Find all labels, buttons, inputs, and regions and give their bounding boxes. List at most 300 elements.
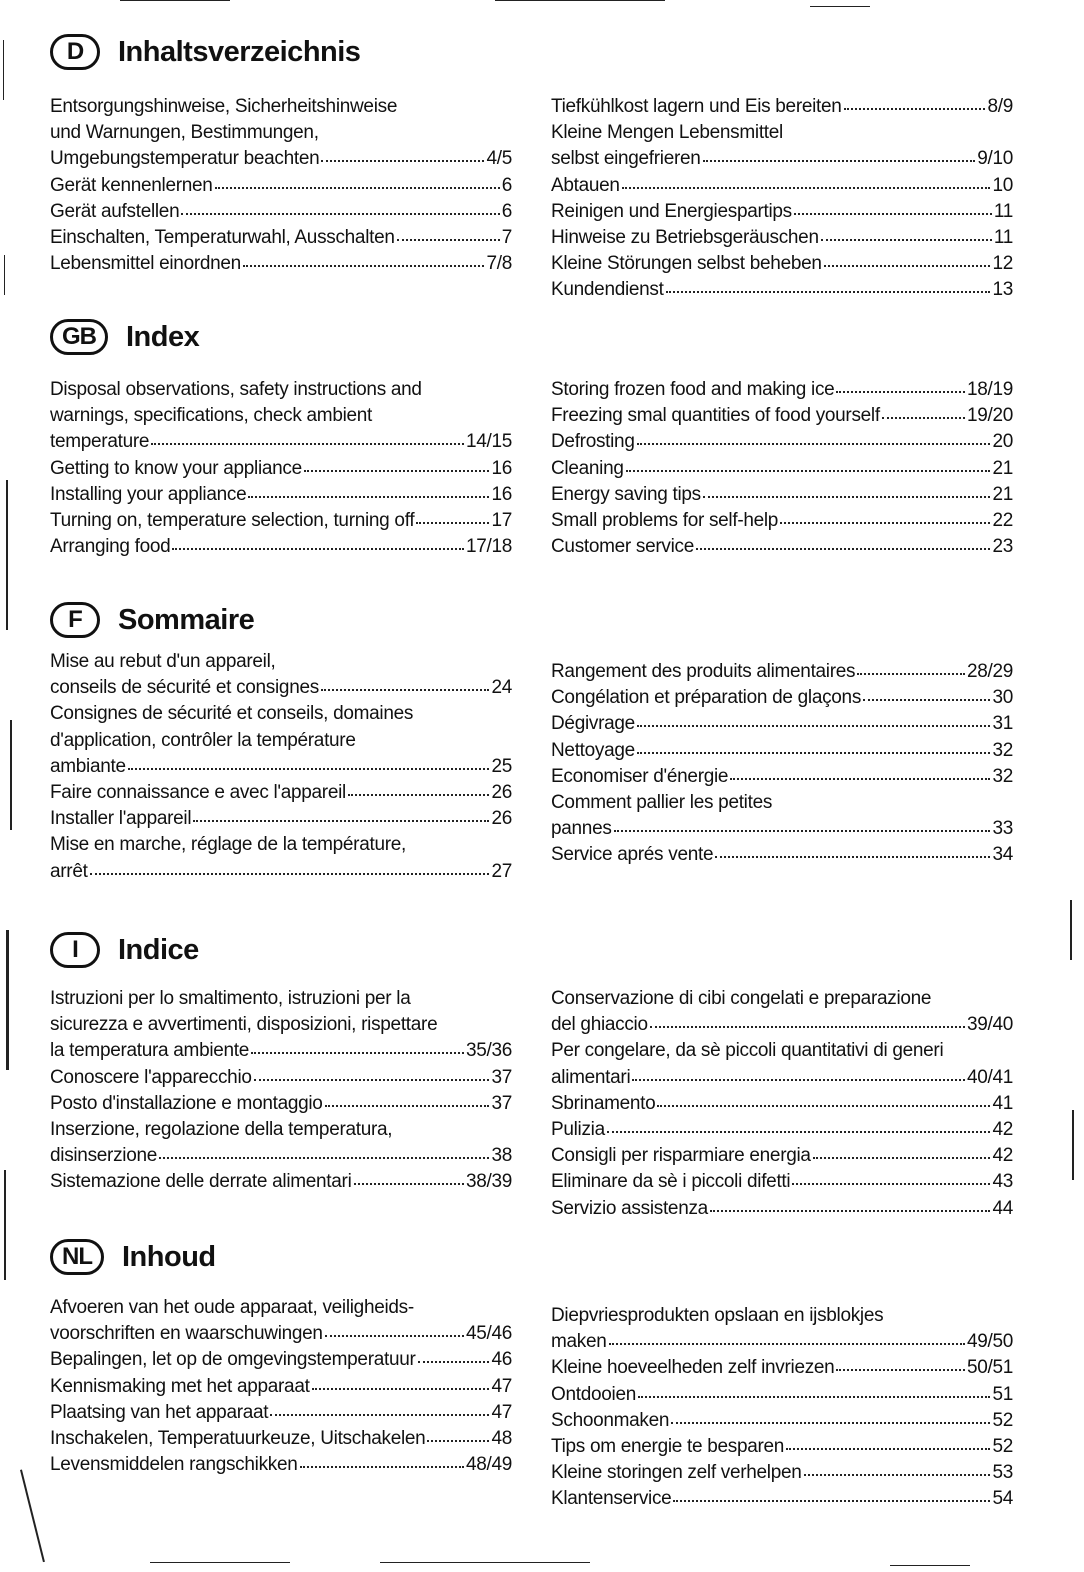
section-header	[50, 315, 199, 359]
toc-page-number: 17/18	[465, 536, 512, 558]
toc-entry-line	[50, 1347, 512, 1373]
toc-entry-line	[551, 94, 1013, 120]
scan-mark	[120, 0, 230, 1]
toc-entry-title: Umgebungstemperatur beachten	[50, 148, 320, 170]
toc-page-number: 34	[992, 844, 1013, 866]
toc-entry[interactable]	[50, 1452, 512, 1478]
toc-entry[interactable]	[50, 251, 512, 277]
toc-entry[interactable]	[551, 120, 1013, 172]
toc-entry[interactable]	[50, 986, 512, 1065]
scan-mark	[3, 40, 4, 100]
toc-entry-line	[50, 199, 512, 225]
toc-entry[interactable]	[551, 1434, 1013, 1460]
toc-entry[interactable]	[551, 251, 1013, 277]
toc-entry[interactable]	[551, 1038, 1013, 1090]
toc-entry-title: Schoonmaken	[551, 1409, 670, 1431]
toc-page-number: 21	[992, 457, 1013, 479]
toc-entry[interactable]	[50, 534, 512, 560]
toc-entry[interactable]	[551, 790, 1013, 842]
dot-leader	[671, 1408, 990, 1424]
toc-entry-title: Arranging food	[50, 536, 171, 558]
toc-page-number: 39/40	[966, 1014, 1013, 1036]
toc-entry-line	[551, 1091, 1013, 1117]
toc-entry-line	[50, 534, 512, 560]
toc-entry-text: Istruzioni per lo smaltimento, istruzioni per la	[50, 988, 411, 1009]
toc-entry-line	[50, 1426, 512, 1452]
toc-entry-line	[551, 456, 1013, 482]
toc-entry[interactable]	[50, 94, 512, 173]
toc-entry-line	[551, 1460, 1013, 1486]
toc-entry-line	[551, 711, 1013, 737]
toc-entry[interactable]	[551, 711, 1013, 737]
toc-entry-title: Tiefkühlkost lagern und Eis bereiten	[551, 96, 842, 117]
toc-page-number: 45/46	[465, 1323, 512, 1345]
toc-entry-line	[551, 1355, 1013, 1381]
toc-entry[interactable]	[551, 1460, 1013, 1486]
toc-entry-line	[551, 377, 1013, 403]
toc-page-number: 13	[992, 279, 1013, 301]
toc-entry-text: Mise en marche, réglage de la température,	[50, 834, 406, 856]
toc-page-number: 25	[491, 755, 512, 777]
toc-entry-line	[551, 1196, 1013, 1222]
toc-page-number: 51	[992, 1383, 1013, 1405]
toc-entry-text: Inserzione, regolazione della temperatura,	[50, 1119, 393, 1141]
toc-entry[interactable]	[551, 94, 1013, 120]
scan-mark	[6, 480, 8, 630]
toc-entry[interactable]	[551, 764, 1013, 790]
dot-leader	[715, 842, 990, 858]
toc-entry[interactable]	[50, 1117, 512, 1169]
toc-entry-title: Gerät kennenlernen	[50, 174, 213, 196]
scan-mark	[1072, 1110, 1074, 1180]
toc-entry[interactable]	[50, 456, 512, 482]
section-header	[50, 928, 199, 972]
toc-entry[interactable]	[551, 403, 1013, 429]
toc-entry-line	[50, 754, 512, 780]
dot-leader	[710, 1196, 991, 1212]
toc-entry-title: Kundendienst	[551, 279, 664, 301]
toc-entry[interactable]	[551, 173, 1013, 199]
toc-entry[interactable]	[551, 738, 1013, 764]
toc-entry[interactable]	[50, 1374, 512, 1400]
dot-leader	[780, 508, 990, 524]
toc-entry-title: arrêt	[50, 860, 88, 882]
section-header	[50, 30, 360, 74]
scan-mark	[890, 1565, 970, 1566]
toc-entry-text: Afvoeren van het oude apparaat, veiligheids-	[50, 1297, 414, 1318]
toc-entry-title: la temperatura ambiente	[50, 1040, 250, 1062]
toc-page-number: 21	[992, 483, 1013, 505]
language-badge: I	[50, 932, 100, 968]
toc-entry-text: Diepvriesprodukten opslaan en ijsblokjes	[551, 1305, 884, 1326]
toc-entry-title: Turning on, temperature selection, turning off	[50, 510, 415, 532]
toc-entry[interactable]	[50, 225, 512, 251]
toc-entry[interactable]	[50, 649, 512, 701]
toc-page-number: 42	[992, 1119, 1013, 1141]
toc-entry-line	[551, 1143, 1013, 1169]
section-title: Inhaltsverzeichnis	[118, 35, 361, 68]
toc-entry-line	[551, 1486, 1013, 1512]
toc-column-left	[50, 1295, 512, 1478]
toc-entry-title: Reinigen und Energiespartips	[551, 200, 792, 222]
dot-leader	[836, 377, 965, 393]
toc-entry-line	[551, 403, 1013, 429]
toc-entry-text: und Warnungen, Bestimmungen,	[50, 122, 319, 144]
toc-entry-title: Bepalingen, let op de omgevingstemperatuur	[50, 1349, 416, 1371]
toc-entry[interactable]	[551, 377, 1013, 403]
toc-entry-title: Customer service	[551, 536, 695, 558]
toc-entry-text: sicurezza e avvertimenti, disposizioni, rispettare	[50, 1014, 438, 1036]
dot-leader	[397, 225, 500, 241]
toc-page-number: 18/19	[966, 379, 1013, 400]
toc-entry[interactable]	[551, 534, 1013, 560]
toc-page-number: 38/39	[465, 1171, 512, 1193]
toc-entry-line	[551, 251, 1013, 277]
dot-leader	[813, 1143, 991, 1159]
toc-entry[interactable]	[551, 842, 1013, 868]
scan-mark	[810, 6, 870, 7]
toc-entry[interactable]	[551, 659, 1013, 685]
toc-entry-line	[50, 859, 512, 885]
toc-entry-title: Faire connaissance e avec l'appareil	[50, 782, 346, 804]
toc-entry[interactable]	[551, 1169, 1013, 1195]
dot-leader	[637, 711, 991, 727]
dot-leader	[614, 816, 991, 832]
toc-entry[interactable]	[50, 1169, 512, 1195]
toc-page-number: 16	[491, 457, 512, 479]
toc-entry-line	[50, 1374, 512, 1400]
dot-leader	[857, 659, 965, 675]
dot-leader	[304, 456, 490, 472]
toc-page-number: 9/10	[977, 148, 1013, 170]
toc-entry[interactable]	[50, 1426, 512, 1452]
toc-entry-line	[50, 1321, 512, 1347]
toc-column-left	[50, 377, 512, 560]
toc-entry[interactable]	[50, 173, 512, 199]
dot-leader	[863, 685, 990, 701]
toc-entry[interactable]	[50, 1347, 512, 1373]
toc-entry-line	[551, 1065, 1013, 1091]
toc-entry[interactable]	[551, 1486, 1013, 1512]
toc-entry-text: d'application, contrôler la température	[50, 729, 356, 751]
toc-entry-title: Servizio assistenza	[551, 1197, 708, 1219]
toc-entry-title: Rangement des produits alimentaires	[551, 661, 856, 682]
toc-entry-line	[551, 1408, 1013, 1434]
toc-entry-text: warnings, specifications, check ambient	[50, 405, 373, 427]
toc-entry[interactable]	[50, 780, 512, 806]
dot-leader	[794, 199, 992, 215]
toc-entry-title: del ghiaccio	[551, 1014, 648, 1036]
dot-leader	[312, 1374, 490, 1390]
toc-page-number: 32	[992, 765, 1013, 787]
toc-column-right	[551, 659, 1013, 869]
toc-entry[interactable]	[50, 508, 512, 534]
section-title: Inhoud	[122, 1240, 216, 1273]
toc-entry-title: disinserzione	[50, 1145, 157, 1167]
dot-leader	[666, 277, 991, 293]
toc-entry-title: Kleine hoeveelheden zelf invriezen	[551, 1357, 835, 1379]
toc-entry-line	[50, 482, 512, 508]
toc-entry-title: Kleine Störungen selbst beheben	[551, 253, 822, 275]
dot-leader	[882, 403, 965, 419]
toc-entry-text: Mise au rebut d'un appareil,	[50, 651, 276, 672]
toc-entry-line	[551, 225, 1013, 251]
toc-entry-title: Installer l'appareil	[50, 808, 192, 830]
toc-entry[interactable]	[551, 482, 1013, 508]
toc-page-number: 52	[992, 1436, 1013, 1458]
toc-entry-title: Levensmiddelen rangschikken	[50, 1454, 298, 1476]
toc-entry-title: Gerät aufstellen	[50, 200, 180, 222]
toc-entry-title: temperature	[50, 431, 150, 453]
toc-page-number: 19/20	[966, 405, 1013, 427]
dot-leader	[673, 1486, 990, 1502]
toc-entry-line	[551, 534, 1013, 560]
toc-entry-line	[551, 146, 1013, 172]
dot-leader	[254, 1065, 490, 1081]
toc-entry-title: Einschalten, Temperaturwahl, Ausschalten	[50, 227, 395, 249]
toc-entry-text: Conservazione di cibi congelati e preparazione	[551, 988, 932, 1009]
language-badge: D	[50, 34, 100, 70]
section-header	[50, 598, 254, 642]
toc-entry-title: Nettoyage	[551, 739, 635, 761]
toc-entry[interactable]	[50, 1400, 512, 1426]
toc-page-number: 17	[491, 510, 512, 532]
toc-entry-text: Disposal observations, safety instructions and	[50, 379, 422, 400]
toc-entry[interactable]	[551, 429, 1013, 455]
toc-entry-title: Tips om energie te besparen	[551, 1436, 785, 1458]
toc-entry-line	[551, 508, 1013, 534]
toc-entry-text: Per congelare, da sè piccoli quantitativi di generi	[551, 1040, 944, 1062]
dot-leader	[637, 429, 991, 445]
toc-page-number: 54	[992, 1488, 1013, 1510]
dot-leader	[159, 1143, 489, 1159]
toc-page-number: 43	[992, 1171, 1013, 1193]
toc-entry[interactable]	[551, 456, 1013, 482]
toc-page-number: 31	[992, 713, 1013, 735]
toc-entry[interactable]	[50, 199, 512, 225]
toc-page-number: 12	[992, 253, 1013, 275]
dot-leader	[348, 780, 490, 796]
dot-leader	[730, 764, 990, 780]
toc-page-number: 35/36	[465, 1040, 512, 1062]
language-badge: NL	[50, 1239, 104, 1275]
toc-entry-line	[50, 1169, 512, 1195]
toc-page-number: 32	[992, 739, 1013, 761]
dot-leader	[427, 1426, 489, 1442]
toc-entry[interactable]	[50, 1065, 512, 1091]
toc-entry-line	[551, 816, 1013, 842]
toc-entry-title: Kennismaking met het apparaat	[50, 1375, 310, 1397]
toc-page-number: 40/41	[966, 1066, 1013, 1088]
toc-column-right	[551, 1303, 1013, 1513]
toc-page-number: 20	[992, 431, 1013, 453]
dot-leader	[321, 675, 490, 691]
toc-entry-line	[551, 1117, 1013, 1143]
toc-entry-title: Inschakelen, Temperatuurkeuze, Uitschakelen	[50, 1428, 426, 1450]
section-title: Sommaire	[118, 603, 255, 636]
toc-page-number: 6	[501, 200, 512, 222]
toc-entry-title: voorschriften en waarschuwingen	[50, 1323, 323, 1345]
toc-entry-line	[551, 482, 1013, 508]
toc-page-number: 41	[992, 1092, 1013, 1114]
toc-page-number: 30	[992, 687, 1013, 709]
toc-entry-line	[50, 429, 512, 455]
dot-leader	[90, 859, 490, 875]
toc-entry-title: Abtauen	[551, 174, 620, 196]
toc-page-number: 8/9	[987, 96, 1013, 117]
toc-entry[interactable]	[551, 1143, 1013, 1169]
toc-entry-title: Sbrinamento	[551, 1092, 656, 1114]
toc-page-number: 48	[491, 1428, 512, 1450]
toc-entry[interactable]	[50, 701, 512, 780]
toc-column-right	[551, 94, 1013, 304]
dot-leader	[248, 482, 489, 498]
toc-entry[interactable]	[50, 1295, 512, 1347]
toc-entry[interactable]	[551, 199, 1013, 225]
toc-entry-title: alimentari	[551, 1066, 631, 1088]
toc-entry-text: Consignes de sécurité et conseils, domaines	[50, 703, 414, 725]
toc-entry[interactable]	[551, 986, 1013, 1038]
toc-page-number: 46	[491, 1349, 512, 1371]
dot-leader	[792, 1169, 990, 1185]
dot-leader	[836, 1355, 965, 1371]
toc-page-number: 10	[992, 174, 1013, 196]
scan-mark	[380, 1562, 590, 1563]
toc-entry[interactable]	[50, 806, 512, 832]
toc-page-number: 37	[491, 1092, 512, 1114]
toc-entry-line	[551, 199, 1013, 225]
dot-leader	[607, 1117, 991, 1133]
scan-mark	[4, 1170, 6, 1280]
toc-entry[interactable]	[551, 225, 1013, 251]
toc-entry-line	[50, 508, 512, 534]
dot-leader	[321, 146, 484, 162]
toc-entry[interactable]	[50, 1091, 512, 1117]
toc-entry-title: Kleine storingen zelf verhelpen	[551, 1462, 802, 1484]
toc-entry-line	[50, 146, 512, 172]
dot-leader	[609, 1329, 965, 1345]
toc-entry-line	[551, 1382, 1013, 1408]
toc-entry-title: maken	[551, 1331, 607, 1353]
language-badge: GB	[50, 319, 108, 355]
toc-entry-text: Comment pallier les petites	[551, 792, 773, 814]
toc-page-number: 38	[491, 1145, 512, 1167]
toc-page-number: 28/29	[966, 661, 1013, 682]
dot-leader	[193, 806, 489, 822]
dot-leader	[270, 1400, 489, 1416]
toc-page-number: 42	[992, 1145, 1013, 1167]
toc-page-number: 23	[992, 536, 1013, 558]
dot-leader	[325, 1091, 490, 1107]
toc-entry-title: Posto d'installazione e montaggio	[50, 1092, 323, 1114]
scan-mark	[495, 0, 665, 1]
dot-leader	[632, 1065, 965, 1081]
dot-leader	[215, 173, 500, 189]
toc-entry[interactable]	[551, 1382, 1013, 1408]
toc-entry-title: Pulizia	[551, 1119, 605, 1141]
scan-mark	[6, 930, 9, 1070]
toc-page-number: 48/49	[465, 1454, 512, 1476]
toc-entry[interactable]	[551, 1303, 1013, 1355]
toc-entry-title: Congélation et préparation de glaçons	[551, 687, 862, 709]
dot-leader	[650, 1012, 965, 1028]
toc-page-number: 47	[491, 1401, 512, 1423]
dot-leader	[151, 429, 464, 445]
toc-entry-line	[50, 225, 512, 251]
toc-entry-title: selbst eingefrieren	[551, 148, 701, 170]
dot-leader	[703, 482, 991, 498]
toc-entry-title: Service aprés vente	[551, 844, 714, 866]
toc-entry[interactable]	[551, 1196, 1013, 1222]
toc-entry-line	[551, 764, 1013, 790]
toc-page-number: 50/51	[966, 1357, 1013, 1379]
dot-leader	[626, 456, 991, 472]
toc-page-number: 44	[992, 1197, 1013, 1219]
toc-entry-line	[551, 738, 1013, 764]
dot-leader	[622, 173, 991, 189]
toc-entry-title: Eliminare da sè i piccoli difetti	[551, 1171, 791, 1193]
toc-entry[interactable]	[50, 377, 512, 456]
toc-entry-title: Klantenservice	[551, 1488, 672, 1510]
toc-entry-title: Ontdooien	[551, 1383, 636, 1405]
toc-entry-title: pannes	[551, 818, 612, 840]
toc-entry-title: Small problems for self-help	[551, 510, 779, 532]
toc-entry-line	[50, 1091, 512, 1117]
toc-page-number: 26	[491, 782, 512, 804]
toc-entry[interactable]	[50, 832, 512, 884]
section-title: Index	[126, 320, 200, 353]
toc-entry-title: Dégivrage	[551, 713, 635, 735]
toc-entry-line	[551, 659, 1013, 685]
toc-page-number: 33	[992, 818, 1013, 840]
toc-entry[interactable]	[551, 508, 1013, 534]
toc-page-number: 53	[992, 1462, 1013, 1484]
toc-entry-line	[50, 1065, 512, 1091]
toc-column-left	[50, 649, 512, 885]
toc-entry-line	[50, 173, 512, 199]
scan-mark	[4, 255, 5, 295]
toc-entry[interactable]	[551, 1355, 1013, 1381]
toc-entry-line	[50, 780, 512, 806]
toc-entry[interactable]	[551, 1091, 1013, 1117]
toc-entry-line	[551, 1012, 1013, 1038]
toc-entry[interactable]	[551, 277, 1013, 303]
toc-entry-title: Storing frozen food and making ice	[551, 379, 835, 400]
toc-entry[interactable]	[551, 1117, 1013, 1143]
scan-mark	[1070, 900, 1072, 960]
dot-leader	[703, 146, 976, 162]
toc-entry-title: Cleaning	[551, 457, 624, 479]
toc-entry-line	[50, 806, 512, 832]
section-header	[50, 1235, 216, 1279]
toc-entry-title: Getting to know your appliance	[50, 457, 302, 479]
toc-entry-line	[551, 277, 1013, 303]
dot-leader	[128, 754, 490, 770]
toc-entry[interactable]	[50, 482, 512, 508]
toc-entry-line	[551, 1434, 1013, 1460]
dot-leader	[844, 94, 986, 110]
dot-leader	[696, 534, 990, 550]
toc-entry[interactable]	[551, 1408, 1013, 1434]
toc-entry-line	[50, 251, 512, 277]
toc-entry-title: ambiante	[50, 755, 126, 777]
scan-mark	[150, 1562, 290, 1563]
toc-column-right	[551, 377, 1013, 560]
toc-entry[interactable]	[551, 685, 1013, 711]
toc-page-number: 11	[993, 200, 1013, 222]
dot-leader	[637, 738, 991, 754]
toc-column-left	[50, 986, 512, 1196]
